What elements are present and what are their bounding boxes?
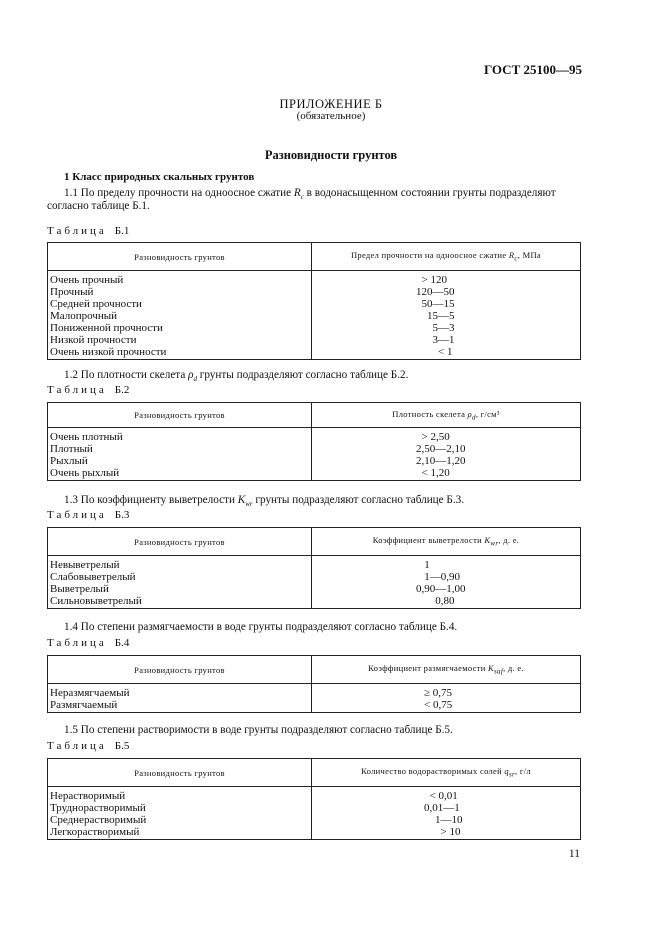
table-cell: Среднерастворимый [50,814,147,826]
table-b3 [47,527,581,609]
table-caption-b3: Таблица Б.3 [47,509,130,521]
table-cell: ≥ 0,75 [424,687,453,699]
table-caption-b1: Таблица Б.1 [47,225,130,237]
table-b5-col1-header: Разновидность грунтов [48,759,312,787]
table-cell: Прочный [50,286,94,298]
table-cell: Невыветрелый [50,559,120,571]
appendix-title: ПРИЛОЖЕНИЕ Б [279,97,383,111]
paragraph-1-1-cont: согласно таблице Б.1. [47,200,150,212]
table-cell: Средней прочности [50,298,142,310]
table-cell: Малопрочный [50,310,118,322]
table-b5-col1-cells [48,787,312,840]
table-cell: > 120 [416,274,447,286]
table-b3-col1-header: Разновидность грунтов [48,528,312,556]
table-cell: 1—10 [424,814,463,826]
table-cell: 0,90—1,00 [416,583,466,595]
table-cell: Труднорастворимый [50,802,146,814]
table-cell: Неразмягчаемый [50,687,130,699]
table-cell: 120—50 [416,286,455,298]
table-b2-col2-cells [312,428,581,481]
table-cell: > 2,50 [416,431,450,443]
table-b2-col1-cells [48,428,312,481]
table-cell: 5—3 [416,322,455,334]
table-b5-col2-header: Количество водорастворимых солей $q_{sr}$, г/л [312,759,581,787]
table-cell: 0,80 [416,595,455,607]
table-cell: Легкорастворимый [50,826,140,838]
table-cell: Очень прочный [50,274,124,286]
clause-heading: 1 Класс природных скальных грунтов [64,171,255,183]
table-b3-col2-header: Коэффициент выветрелости $K_{wr}$, д. е. [312,528,581,556]
table-b2 [47,402,581,481]
table-b2-col2-header: Плотность скелета $\rho_d$, г/см³ [312,403,581,428]
table-caption-b4: Таблица Б.4 [47,637,130,649]
table-cell: Очень плотный [50,431,123,443]
table-caption-b2: Таблица Б.2 [47,384,130,396]
section-title: Разновидности грунтов [264,148,398,162]
table-b4-col2-cells [312,684,581,713]
page-number: 11 [568,848,580,860]
table-b4 [47,655,581,713]
table-b1-col2-header: Предел прочности на одноосное сжатие $R_c$, МПа [312,243,581,271]
table-b5-col2-cells [312,787,581,840]
table-b4-col2-header: Коэффициент размягчаемости $K_{saf}$, д. е. [312,656,581,684]
table-b4-col1-cells [48,684,312,713]
appendix-subtitle: (обязательное) [296,110,366,122]
table-b2-col1-header: Разновидность грунтов [48,403,312,428]
table-b3-col2-cells [312,556,581,609]
document-code: ГОСТ 25100—95 [483,62,582,77]
table-cell: Нерастворимый [50,790,126,802]
table-b1-col2-cells [312,271,581,360]
table-b4-col1-header: Разновидность грунтов [48,656,312,684]
table-cell: Размягчаемый [50,699,118,711]
table-cell: > 10 [424,826,461,838]
table-cell: 0,01—1 [424,802,460,814]
table-cell: 1—0,90 [416,571,460,583]
table-cell: 2,10—1,20 [416,455,466,467]
table-cell: 15—5 [416,310,455,322]
table-b1 [47,242,581,360]
paragraph-1-2: 1.2 По плотности скелета $\rho_d$ грунты подразделяют согласно таблице Б.2. [64,369,409,384]
table-cell: Слабовыветрелый [50,571,136,583]
table-b1-col1-cells [48,271,312,360]
paragraph-1-1: 1.1 По пределу прочности на одноосное сжатие $R_c$ в водонасыщенном состоянии грунты подразделяют [64,187,556,202]
paragraph-1-3: 1.3 По коэффициенту выветрелости $K_{wr}$ грунты подразделяют согласно таблице Б.3. [64,494,465,509]
paragraph-1-4: 1.4 По степени размягчаемости в воде грунты подразделяют согласно таблице Б.4. [64,621,458,633]
table-cell: Выветрелый [50,583,109,595]
table-cell: < 0,75 [424,699,453,711]
table-cell: Пониженной прочности [50,322,163,334]
table-b3-col1-cells [48,556,312,609]
table-cell: < 1 [416,346,453,358]
table-cell: Рыхлый [50,455,88,467]
table-cell: Очень низкой прочности [50,346,167,358]
table-b5 [47,758,581,840]
table-cell: Сильновыветрелый [50,595,142,607]
table-b1-col1-header: Разновидность грунтов [48,243,312,271]
paragraph-1-5: 1.5 По степени растворимости в воде грунты подразделяют согласно таблице Б.5. [64,724,453,736]
table-cell: 1 [416,559,430,571]
table-cell: 2,50—2,10 [416,443,466,455]
table-cell: 50—15 [416,298,455,310]
table-caption-b5: Таблица Б.5 [47,740,130,752]
table-cell: 3—1 [416,334,455,346]
table-cell: < 1,20 [416,467,450,479]
table-cell: < 0,01 [424,790,458,802]
table-cell: Очень рыхлый [50,467,120,479]
table-cell: Плотный [50,443,93,455]
table-cell: Низкой прочности [50,334,137,346]
